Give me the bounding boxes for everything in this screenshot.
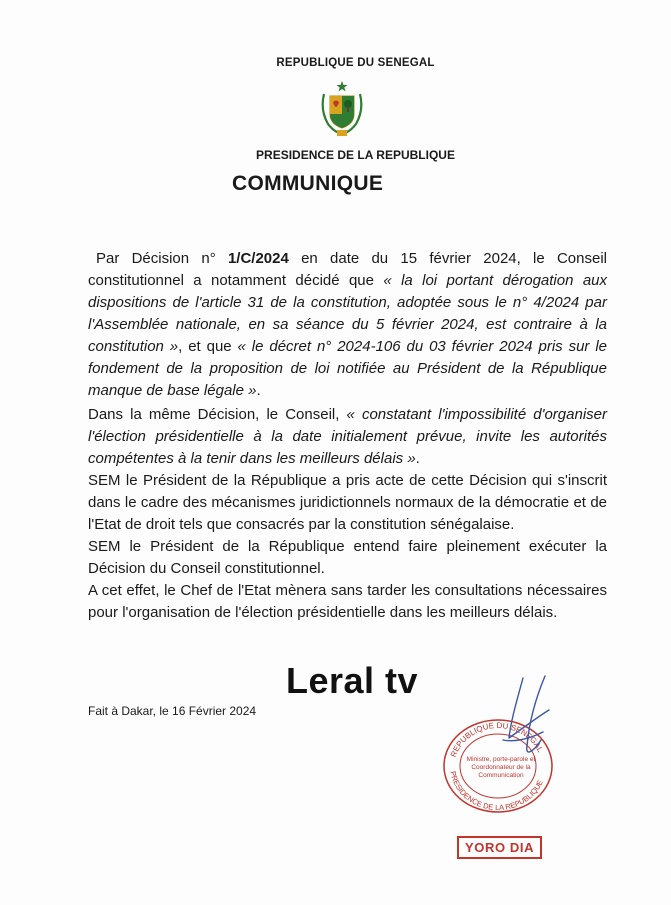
- paragraph-consultations: A cet effet, le Chef de l'Etat mènera sans tarder les consultations nécessaires pour l'organisation de l'élection présidentielle dans les meilleurs délais.: [88, 582, 607, 621]
- stamp-center-text: Ministre, porte-parole et Coordonnateur de la Communication: [466, 756, 536, 779]
- paragraph-acknowledgement: SEM le Président de la République a pris acte de cette Décision qui s'inscrit dans le cadre des mécanismes juridictionnels normaux de la démocratie et de l'Etat de droit tels que consacrés par la constitution sénégalaise.: [88, 472, 607, 533]
- document-title: COMMUNIQUE: [232, 172, 384, 195]
- p2-end: .: [415, 450, 420, 467]
- stamp-ring-top: REPUBLIQUE DU SENEGAL: [448, 720, 545, 759]
- p2-quote: « constatant l'impossibilité d'organiser l'élection présidentielle à la date initialement prévue, invite les autorités compétentes à la tenir dans les meilleurs délais »: [88, 406, 607, 467]
- p1-text-b: , et que: [178, 338, 238, 355]
- p1-text-c: .: [256, 382, 261, 399]
- watermark-text: Leral tv: [286, 660, 419, 701]
- signatory-name: YORO DIA: [457, 836, 542, 859]
- decision-number: 1/C/2024: [227, 250, 289, 267]
- country-heading: REPUBLIQUE DU SENEGAL: [276, 57, 435, 69]
- p1-lead: Par Décision n°: [96, 250, 228, 267]
- p1-quote-b: « le décret n° 2024-106 du 03 février 2024 pris sur le fondement de la proposition de loi notifiée au Président de la République manque de base légale »: [88, 338, 607, 399]
- paragraph-execution: SEM le Président de la République entend faire pleinement exécuter la Décision du Conseil constitutionnel.: [88, 538, 607, 577]
- p1-text-a: en date du 15 février 2024, le Conseil constitutionnel a notamment décidé que: [88, 250, 607, 289]
- p1-quote-a: « la loi portant dérogation aux dispositions de l'article 31 de la constitution, adoptée sous le n° 4/2024 par l'Assemblée nationale, en sa séance du 5 février 2024, est contraire à la constitution »: [88, 272, 608, 355]
- stamp-ring-bottom: PRESIDENCE DE LA REPUBLIQUE: [448, 770, 545, 813]
- coat-of-arms-icon: [318, 80, 366, 138]
- paragraph-council: [88, 404, 607, 470]
- place-date: Fait à Dakar, le 16 Février 2024: [88, 704, 257, 718]
- paragraph-decision: [88, 248, 607, 402]
- p2-lead: Dans la même Décision, le Conseil,: [88, 406, 347, 423]
- signature-icon: [483, 670, 573, 780]
- office-heading: PRESIDENCE DE LA REPUBLIQUE: [256, 148, 455, 162]
- paragraph-group: [88, 404, 607, 624]
